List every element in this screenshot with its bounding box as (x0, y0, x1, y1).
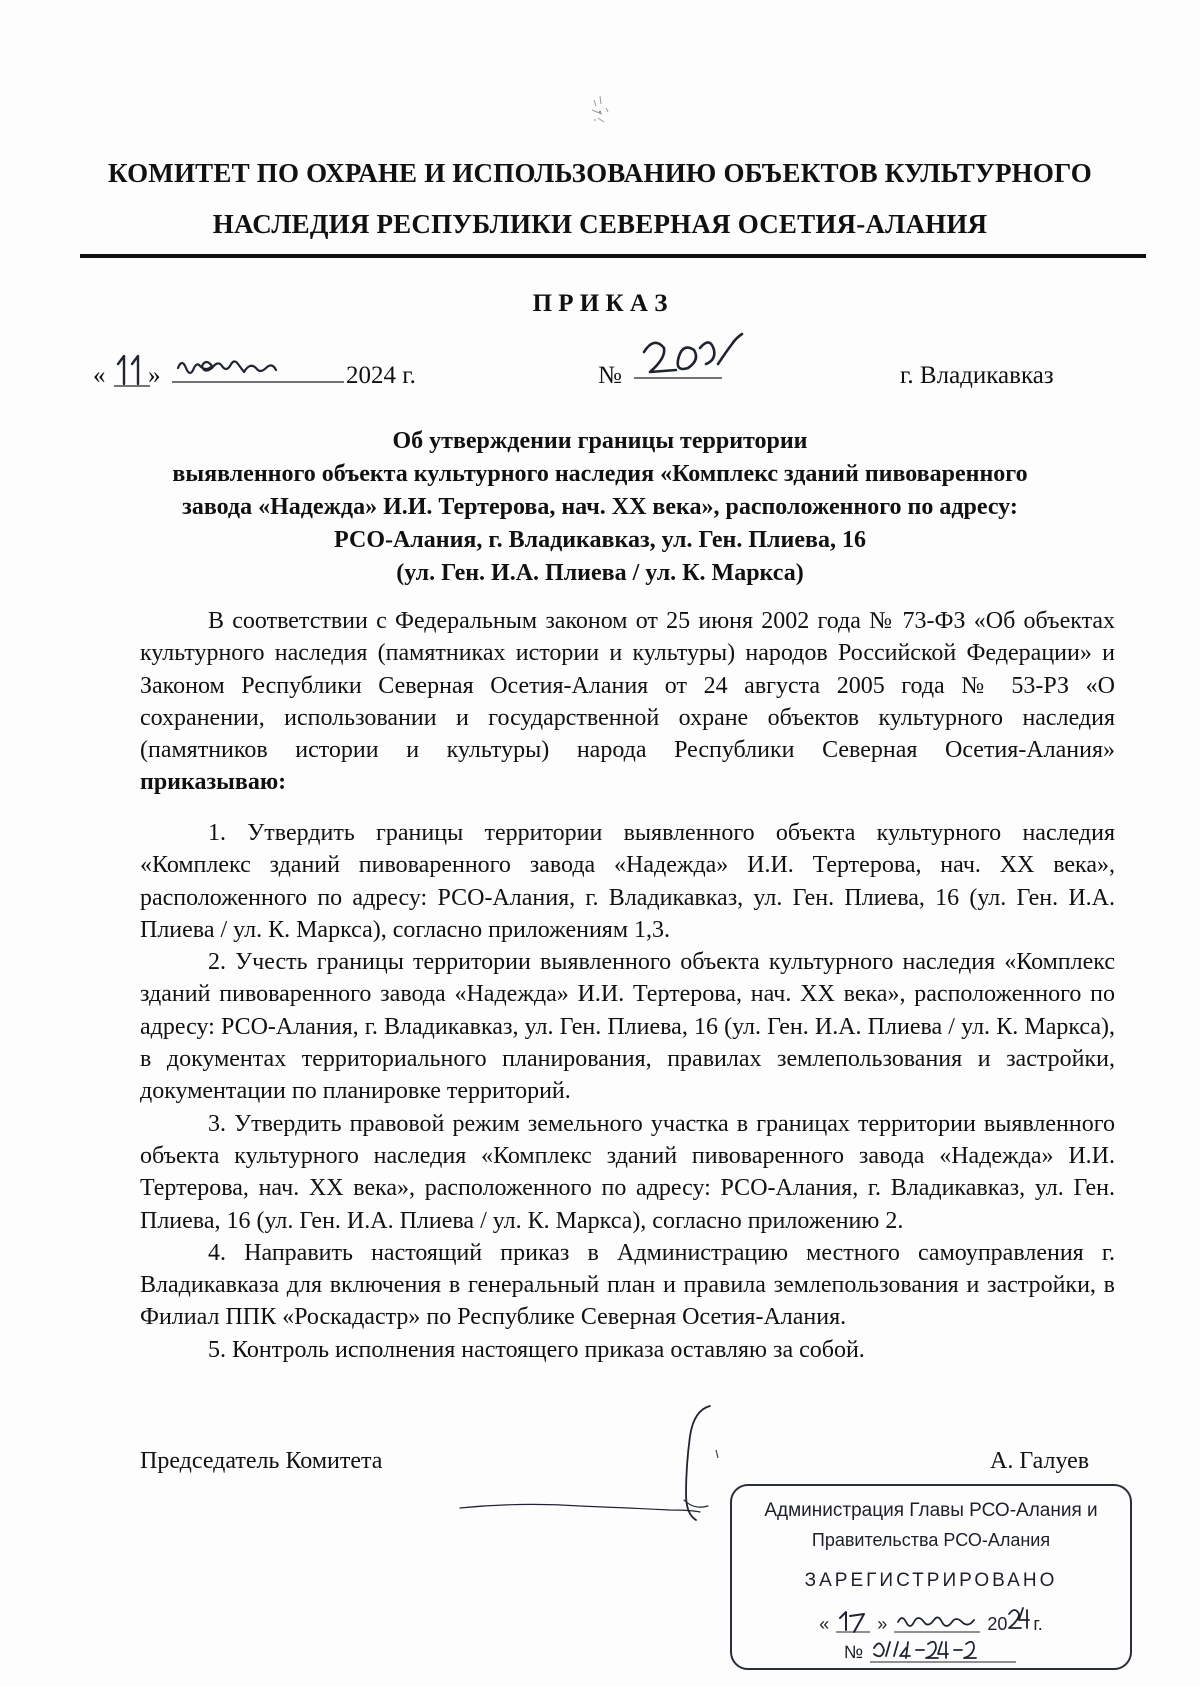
org-name-line-1: КОМИТЕТ ПО ОХРАНЕ И ИСПОЛЬЗОВАНИЮ ОБЪЕКТОВ КУЛЬТУРНОГО (107, 158, 1092, 188)
handwritten-month (170, 338, 346, 390)
stamp-registered: ЗАРЕГИСТРИРОВАНО (804, 1570, 1058, 1591)
stamp-handwritten-month (892, 1606, 982, 1636)
stamp-handwritten-day (834, 1606, 872, 1636)
preamble-action: приказываю: (140, 769, 287, 796)
subject-line: выявленного объекта культурного наследия «Комплекс зданий пивоваренного (172, 461, 1028, 487)
stamp-handwritten-number (868, 1634, 1018, 1666)
signatory-position: Председатель Комитета (140, 1448, 383, 1474)
handwritten-order-number (634, 330, 754, 386)
order-subject (100, 425, 1100, 590)
subject-line: (ул. Ген. И.А. Плиева / ул. К. Маркса) (396, 560, 804, 586)
stamp-handwritten-year (1007, 1604, 1033, 1634)
stamp-year-suffix: г. (1033, 1614, 1043, 1634)
subject-line: завода «Надежда» И.И. Тертерова, нач. XX века», расположенного по адресу: (182, 494, 1018, 520)
date-year: 2024 г. (346, 362, 416, 389)
city: г. Владикавказ (900, 362, 1054, 389)
handwritten-signature (440, 1396, 760, 1546)
preamble (140, 605, 1115, 799)
order-item: 1. Утвердить границы территории выявленного объекта культурного наследия «Комплекс зданий пивоваренного завода «Надежда» И.И. Тертерова, нач. XX века», расположенного по адресу: РСО-Алания, г. Владикавказ, ул. Ген. Плиева, 16 (ул. Ген. И.А. Плиева / ул. К. Маркса), согласно приложениям 1,3. (140, 820, 1115, 943)
stamp-date-quote-open: « (819, 1614, 830, 1634)
order-item: 4. Направить настоящий приказ в Администрацию местного самоуправления г. Владикавказа для включения в генеральный план и правила землепользования и застройки, в Филиал ППК «Роскадастр» по Республике Северная Осетия-Алания. (140, 1239, 1115, 1331)
signatory-name: А. Галуев (990, 1448, 1090, 1474)
stamp-year-prefix: 20 (987, 1614, 1008, 1634)
header-divider (80, 254, 1146, 258)
order-item: 3. Утвердить правовой режим земельного участка в границах территории выявленного объекта культурного наследия «Комплекс зданий пивоваренного завода «Надежда» И.И. Тертерова, нач. XX века», расположенного по адресу: РСО-Алания, г. Владикавказ, ул. Ген. Плиева, 16 (ул. Ген. И.А. Плиева / ул. К. Маркса), согласно приложению 2. (140, 1110, 1115, 1234)
preamble-text: В соответствии с Федеральным законом от 25 июня 2002 года № 73-ФЗ «Об объектах культурного наследия (памятниках истории и культуры) народов Российской Федерации» и Законом Республики Северная Осетия-Алания от 24 августа 2005 года № 53-РЗ «О сохранении, использовании и государственной охране объектов культурного наследия (памятников истории и культуры) народа Республики Северная Осетия-Алания» (140, 608, 1115, 764)
stamp-date-quote-close: » (877, 1614, 888, 1634)
stamp-line-2: Правительства РСО-Алания (811, 1530, 1051, 1550)
date-quote-close: » (148, 362, 161, 389)
date-quote-open: « (93, 362, 106, 389)
order-item: 2. Учесть границы территории выявленного объекта культурного наследия «Комплекс зданий пивоваренного завода «Надежда» И.И. Тертерова, нач. XX века», расположенного по адресу: РСО-Алания, г. Владикавказ, ул. Ген. Плиева, 16 (ул. Ген. И.А. Плиева / ул. К. Маркса), в документах территориального планирования, правилах землепользования и застройки, документации по планировке территорий. (140, 949, 1115, 1105)
preamble-paragraph (140, 605, 1115, 799)
subject-line: РСО-Алания, г. Владикавказ, ул. Ген. Плиева, 16 (334, 527, 866, 553)
stamp-date-row (732, 1604, 1130, 1636)
stamp-number-row (732, 1634, 1130, 1666)
order-item: 5. Контроль исполнения настоящего приказа оставляю за собой. (208, 1336, 865, 1363)
order-number-label: № (598, 362, 622, 389)
subject-line: Об утверждении границы территории (392, 428, 808, 454)
document-title: П Р И К А З (532, 290, 668, 317)
registration-stamp (730, 1484, 1132, 1670)
org-name-line-2: НАСЛЕДИЯ РЕСПУБЛИКИ СЕВЕРНАЯ ОСЕТИЯ-АЛАНИЯ (212, 209, 988, 239)
scan-speck (580, 92, 620, 132)
stamp-line-1: Администрация Главы РСО-Алания и (764, 1500, 1098, 1521)
order-items (140, 817, 1115, 1366)
stamp-number-label: № (843, 1642, 864, 1662)
